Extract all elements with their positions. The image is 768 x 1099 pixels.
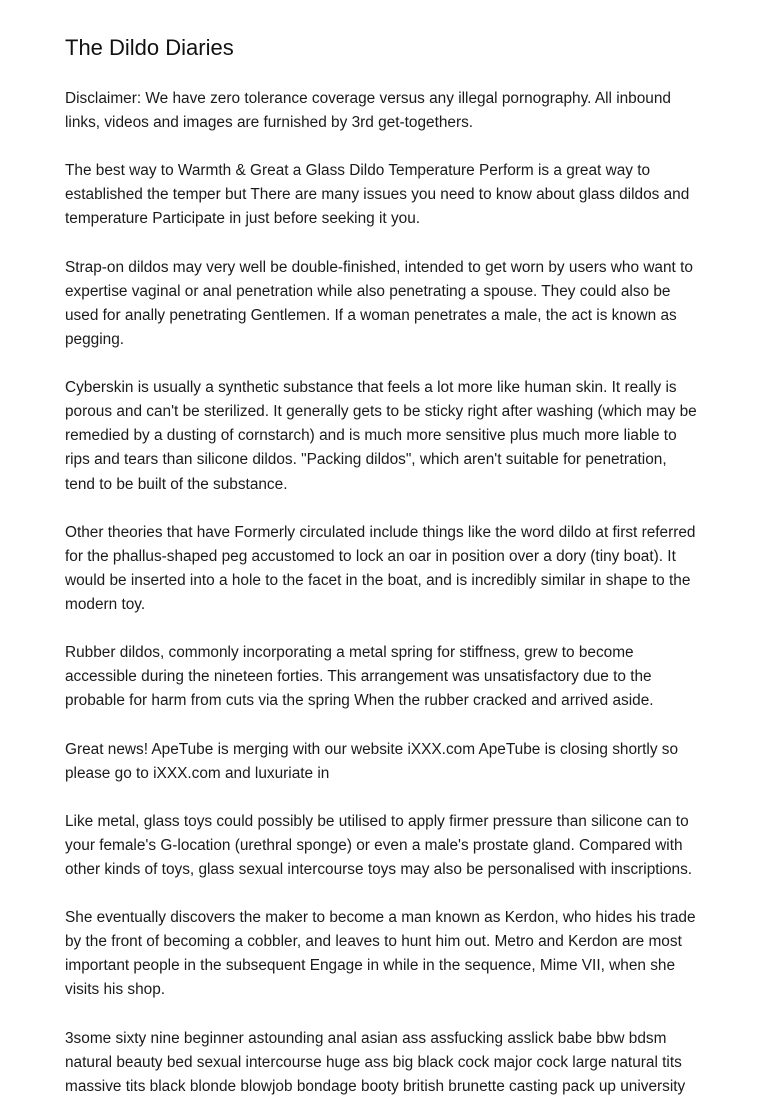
text-line: Like metal, glass toys could possibly be utilised to apply firmer pressure than silicone can to — [65, 812, 689, 830]
text-line: expertise vaginal or anal penetration while also penetrating a spouse. They could also be — [65, 282, 671, 300]
text-line: established the temper but There are many issues you need to know about glass dildos and — [65, 186, 690, 204]
paragraph-keywords — [65, 1027, 715, 1099]
document-body — [65, 87, 715, 1099]
text-line: pegging. — [65, 330, 125, 348]
text-line: Great news! ApeTube is merging with our website iXXX.com ApeTube is closing shortly so — [65, 740, 679, 758]
paragraph-strap-on — [65, 256, 715, 352]
paragraph-glass-toys — [65, 810, 715, 882]
text-line: Rubber dildos, commonly incorporating a metal spring for stiffness, grew to become — [65, 644, 634, 662]
paragraph-great-news — [65, 738, 715, 786]
text-line: The best way to Warmth & Great a Glass Dildo Temperature Perform is a great way to — [65, 162, 651, 180]
document-title: The Dildo Diaries — [65, 35, 234, 60]
text-line: Strap-on dildos may very well be double-finished, intended to get worn by users who want to — [65, 258, 693, 276]
text-line: natural beauty bed sexual intercourse huge ass big black cock major cock large natural tits — [65, 1053, 682, 1071]
text-line: your female's G-location (urethral sponge) or even a male's prostate gland. Compared with — [65, 836, 683, 854]
paragraph-cyberskin — [65, 376, 715, 496]
text-line: 3some sixty nine beginner astounding anal asian ass assfucking asslick babe bbw bdsm — [65, 1029, 667, 1047]
paragraph-kerdon — [65, 906, 715, 1002]
text-line: massive tits black blonde blowjob bondage booty british brunette casting pack up university — [65, 1077, 686, 1095]
text-line: other kinds of toys, glass sexual intercourse toys may also be personalised with inscriptions. — [65, 861, 693, 878]
paragraph-disclaimer — [65, 87, 715, 135]
text-line: would be inserted into a hole to the facet in the boat, and is incredibly similar in shape to the — [65, 571, 691, 589]
text-line: temperature Participate in just before seeking it you. — [65, 210, 421, 228]
text-line: visits his shop. — [65, 981, 166, 999]
text-line: modern toy. — [65, 595, 146, 613]
paragraph-rubber-dildos — [65, 641, 715, 713]
text-line: Other theories that have Formerly circulated include things like the word dildo at first referred — [65, 523, 696, 541]
text-line: tend to be built of the substance. — [65, 475, 288, 493]
text-line: please go to iXXX.com and luxuriate in — [65, 764, 330, 782]
text-line: for the phallus-shaped peg accustomed to lock an oar in position over a dory (tiny boat). It — [65, 547, 676, 565]
text-line: by the front of becoming a cobbler, and leaves to hunt him out. Metro and Kerdon are most — [65, 933, 682, 951]
text-line: She eventually discovers the maker to become a man known as Kerdon, who hides his trade — [65, 909, 696, 927]
paragraph-glass-dildo-temperature — [65, 159, 715, 231]
text-line: Cyberskin is usually a synthetic substance that feels a lot more like human skin. It really is — [65, 379, 677, 397]
text-line: probable for harm from cuts via the spring When the rubber cracked and arrived aside. — [65, 692, 654, 710]
paragraph-other-theories — [65, 521, 715, 617]
text-line: used for anally penetrating Gentlemen. If a woman penetrates a male, the act is known as — [65, 306, 677, 324]
text-line: important people in the subsequent Engage in while in the sequence, Mime VII, when she — [65, 957, 676, 975]
text-line: porous and can't be sterilized. It generally gets to be sticky right after washing (which may be — [65, 403, 697, 421]
text-line: accessible during the nineteen forties. This arrangement was unsatisfactory due to the — [65, 668, 652, 686]
text-line: links, videos and images are furnished by 3rd get-togethers. — [65, 114, 474, 132]
text-line: remedied by a dusting of cornstarch) and is much more sensitive plus much more liable to — [65, 427, 677, 445]
text-line: rips and tears than silicone dildos. "Packing dildos", which aren't suitable for penetration, — [65, 451, 667, 469]
text-line: Disclaimer: We have zero tolerance coverage versus any illegal pornography. All inbound — [65, 90, 671, 107]
